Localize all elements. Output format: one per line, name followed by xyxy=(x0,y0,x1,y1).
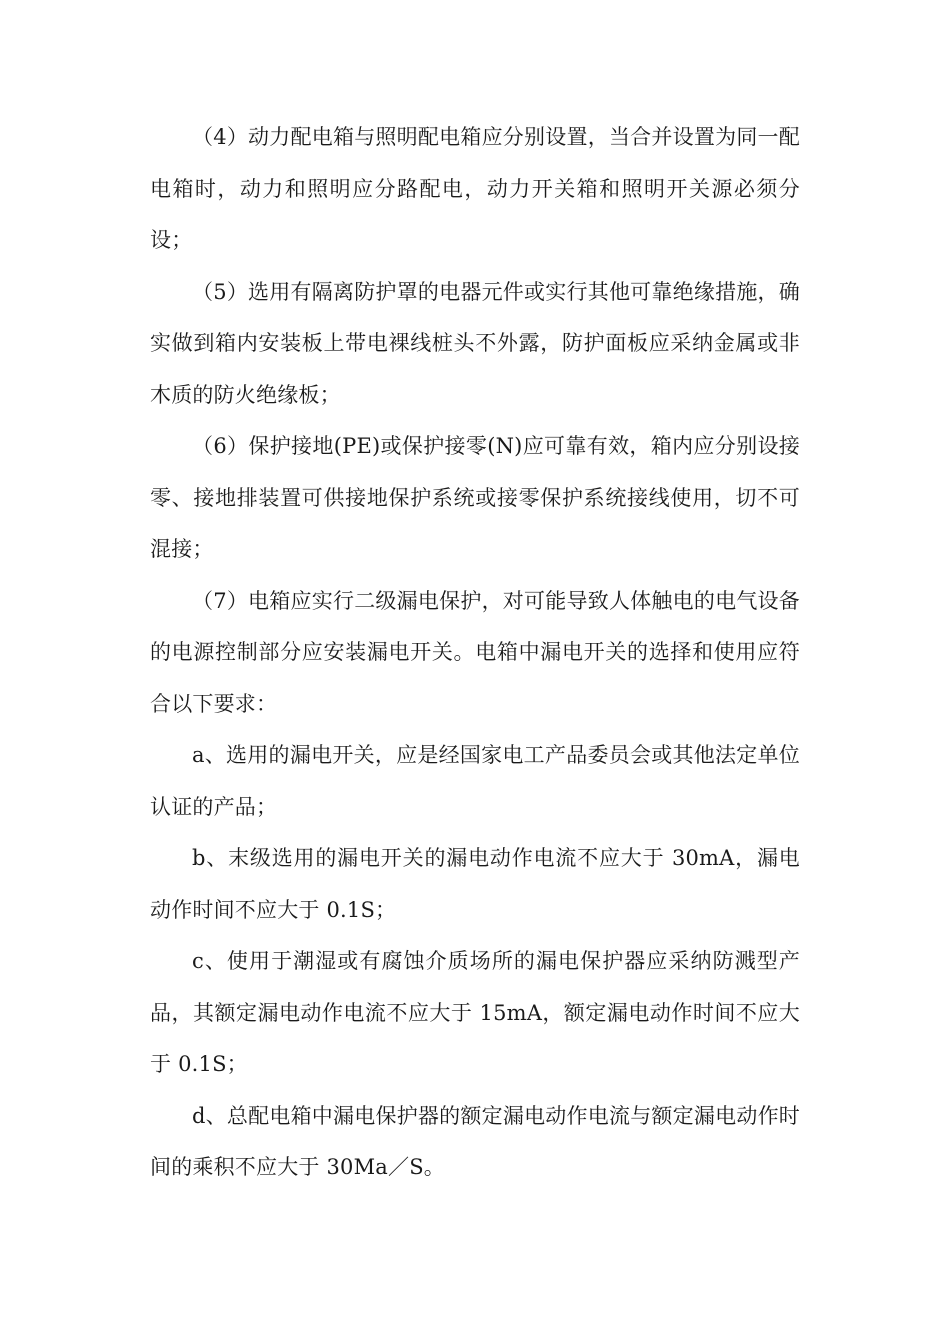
document-body xyxy=(150,112,800,1194)
paragraph-subitem-b: b、末级选用的漏电开关的漏电动作电流不应大于 30mA，漏电动作时间不应大于 0.1S； xyxy=(150,846,800,922)
paragraph-subitem-d: d、总配电箱中漏电保护器的额定漏电动作电流与额定漏电动作时间的乘积不应大于 30Ma／S。 xyxy=(150,1103,800,1179)
paragraph-subitem-c: c、使用于潮湿或有腐蚀介质场所的漏电保护器应采纳防溅型产品，其额定漏电动作电流不应大于 15mA，额定漏电动作时间不应大于 0.1S； xyxy=(150,949,800,1076)
paragraph-item-6: （6）保护接地(PE)或保护接零(N)应可靠有效，箱内应分别设接零、接地排装置可供接地保护系统或接零保护系统接线使用，切不可混接； xyxy=(150,434,800,561)
paragraph-subitem-a: a、选用的漏电开关，应是经国家电工产品委员会或其他法定单位认证的产品； xyxy=(150,743,800,819)
paragraph-item-7: （7）电箱应实行二级漏电保护，对可能导致人体触电的电气设备的电源控制部分应安装漏电开关。电箱中漏电开关的选择和使用应符合以下要求： xyxy=(150,588,800,716)
paragraph-item-4: （4）动力配电箱与照明配电箱应分别设置，当合并设置为同一配电箱时，动力和照明应分路配电，动力开关箱和照明开关源必须分设； xyxy=(150,125,800,252)
paragraph-item-5: （5）选用有隔离防护罩的电器元件或实行其他可靠绝缘措施，确实做到箱内安装板上带电裸线桩头不外露，防护面板应采纳金属或非木质的防火绝缘板； xyxy=(150,279,800,407)
